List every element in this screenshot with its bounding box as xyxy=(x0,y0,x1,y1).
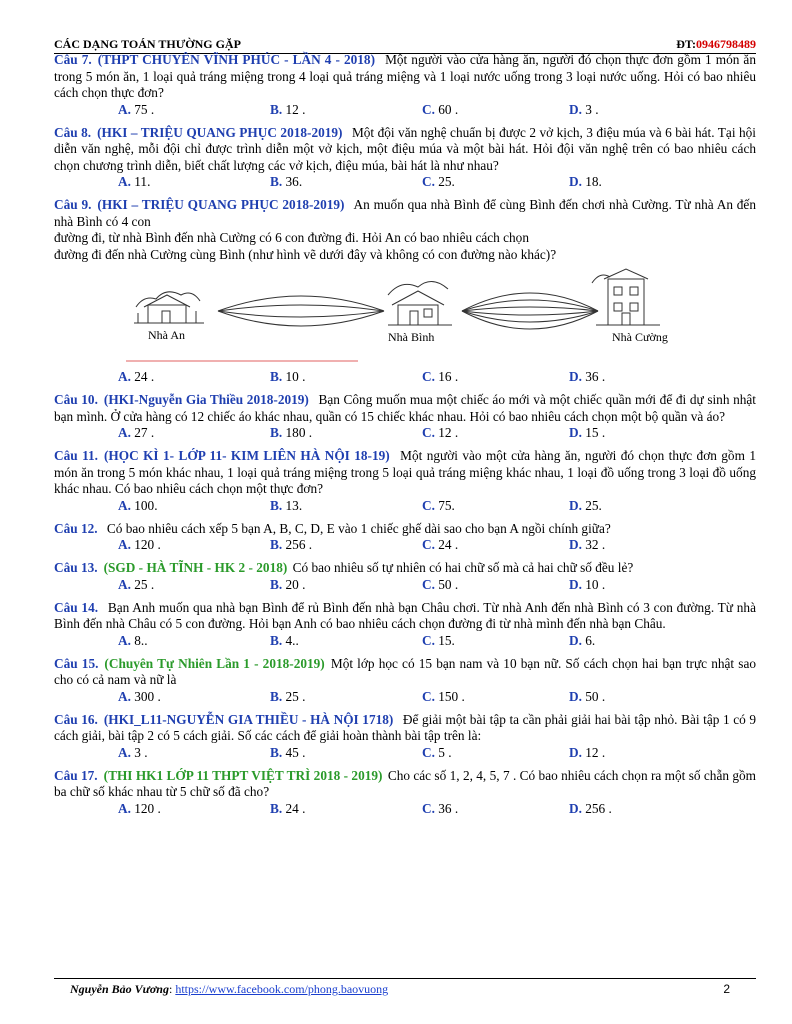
question-16: Câu 16. (HKI_L11-NGUYỄN GIA THIỀU - HÀ NỘI 1718) Để giải một bài tập ta cần phải giải hai bài tập nhỏ. Bài tập 1 có 9 cách giải, bài tập 2 có 5 cách giải. Số các cách để giải hoàn thành bài tập trên là: A. 3 . B. 45 . C. 5 . D. 12 . xyxy=(54,711,756,760)
option-a[interactable]: A. 8.. xyxy=(118,632,148,648)
option-c[interactable]: C. 15. xyxy=(422,632,455,648)
option-d[interactable]: D. 50 . xyxy=(569,688,606,704)
roads-binh-cuong xyxy=(462,293,598,329)
option-b[interactable]: B. 4.. xyxy=(270,632,299,648)
option-d[interactable]: D. 18. xyxy=(569,174,602,189)
page-header xyxy=(54,33,756,54)
option-c[interactable]: C. 16 . xyxy=(422,369,459,384)
question-12: Câu 12. Có bao nhiêu cách xếp 5 bạn A, B, C, D, E vào 1 chiếc ghế dài sao cho bạn A ngồi chính giữa? A. 120 . B. 256 . C. 24 . D. 32 . xyxy=(54,521,756,555)
answer-options xyxy=(54,537,756,554)
question-14: Câu 14. Bạn Anh muốn qua nhà bạn Bình để rủ Bình đến nhà bạn Châu chơi. Từ nhà Anh đến nhà Bình có 3 con đường. Từ nhà Bình đến nhà Châu có 5 con đường. Hỏi bạn Anh có bao nhiêu cách chọn đường đi từ nhà mình đến nhà bạn Châu. A. 8.. B. 4.. C. 15. D. 6. xyxy=(54,599,756,648)
option-a[interactable]: A. 24 . xyxy=(118,369,155,384)
phone-number: 0946798489 xyxy=(696,37,756,51)
option-d[interactable]: D. 25. xyxy=(569,497,602,513)
option-c[interactable]: C. 5 . xyxy=(422,744,452,760)
roads-an-binh xyxy=(218,296,384,326)
option-a[interactable]: A. 300 . xyxy=(118,688,161,704)
option-c[interactable]: C. 150 . xyxy=(422,688,465,704)
question-7: Câu 7. (THPT CHUYÊN VĨNH PHÚC - LẦN 4 - 2018) Một người vào cửa hàng ăn, người đó chọn thực đơn gồm 1 món ăn trong 5 món ăn, 1 loại quả tráng miệng trong 4 loại quả tráng miệng và 1 loại nước uống trong 3 loại nước uống. Hỏi có bao nhiêu cách chọn thực đơn? A. 75 . B. 12 . C. 60 . D. 3 . xyxy=(54,52,756,117)
option-a[interactable]: A. 11. xyxy=(118,174,151,189)
option-b[interactable]: B. 25 . xyxy=(270,688,306,704)
option-b[interactable]: B. 20 . xyxy=(270,576,306,592)
answer-options xyxy=(54,689,756,706)
question-source: (THI HK1 LỚP 11 THPT VIỆT TRÌ 2018 - 2019) xyxy=(103,767,383,783)
option-a[interactable]: A. 3 . xyxy=(118,744,148,760)
option-b[interactable]: B. 36. xyxy=(270,174,303,189)
option-a[interactable]: A. 75 . xyxy=(118,101,155,117)
option-b[interactable]: B. 10 . xyxy=(270,369,306,384)
option-c[interactable]: C. 12 . xyxy=(422,425,459,440)
option-a[interactable]: A. 100. xyxy=(118,497,158,513)
question-source: (Chuyên Tự Nhiên Lần 1 - 2018-2019) xyxy=(104,655,325,671)
answer-options xyxy=(54,745,756,762)
option-c[interactable]: C. 75. xyxy=(422,497,455,513)
option-c[interactable]: C. 36 . xyxy=(422,800,459,816)
question-source: (HKI – TRIỆU QUANG PHỤC 2018-2019) xyxy=(97,197,345,212)
road-diagram xyxy=(54,265,756,365)
answer-options xyxy=(54,498,756,515)
option-a[interactable]: A. 120 . xyxy=(118,537,161,552)
question-10: Câu 10. (HKI-Nguyễn Gia Thiều 2018-2019) Bạn Công muốn mua một chiếc áo mới và một chiếc quần mới để đi dự sinh nhật bạn mình. Ở cửa hàng có 12 chiếc áo khác nhau, quần có 15 chiếc khác nhau. Hỏi có bao nhiêu cách chọn một bộ quần và áo? A. 27 . B. 180 . C. 12 . D. 15 . xyxy=(54,392,757,440)
answer-options xyxy=(54,174,756,191)
question-17: Câu 17. (THI HK1 LỚP 11 THPT VIỆT TRÌ 2018 - 2019) Cho các số 1, 2, 4, 5, 7 . Có bao nhiêu cách chọn ra một số chẵn gồm ba chữ số khác nhau từ 5 chữ số đã cho? A. 120 . B. 24 . C. 36 . D. 256 . xyxy=(54,767,756,816)
option-d[interactable]: D. 32 . xyxy=(569,537,606,552)
answer-options xyxy=(54,425,756,442)
option-a[interactable]: A. 27 . xyxy=(118,425,155,440)
page-number: 2 xyxy=(723,982,730,996)
facebook-link[interactable]: https://www.facebook.com/phong.baovuong xyxy=(175,982,389,996)
answer-options xyxy=(54,577,756,594)
answer-options xyxy=(54,801,756,818)
option-a[interactable]: A. 25 . xyxy=(118,576,155,592)
answer-options xyxy=(54,633,756,650)
option-d[interactable]: D. 10 . xyxy=(569,576,606,592)
house-an-icon xyxy=(134,292,204,323)
option-d[interactable]: D. 256 . xyxy=(569,800,612,816)
option-b[interactable]: B. 13. xyxy=(270,497,303,513)
question-source: (THPT CHUYÊN VĨNH PHÚC - LẦN 4 - 2018) xyxy=(97,52,375,67)
answer-options xyxy=(54,102,756,119)
option-b[interactable]: B. 45 . xyxy=(270,744,306,760)
question-11: Câu 11. (HỌC KÌ 1- LỚP 11- KIM LIÊN HÀ NỘI 18-19) Một người vào một cửa hàng ăn, người đó chọn thực đơn gồm 1 món ăn trong 5 món khác nhau, 1 loại quả tráng miệng trong 5 loại quả tráng miệng khác nhau, 1 loại đồ uống trong 3 loại đồ uống khác nhau. Có bao nhiêu cách chọn một thực đơn? A. 100. B. 13. C. 75. D. 25. xyxy=(54,448,756,513)
question-8: Câu 8. (HKI – TRIỆU QUANG PHỤC 2018-2019) Một đội văn nghệ chuẩn bị được 2 vở kịch, 3 điệu múa và 6 bài hát. Tại hội diễn văn nghệ, mỗi đội chỉ được trình diễn một vở kịch, một điệu múa và một bài hát. Hỏi đội văn nghệ trên có bao nhiêu cách chọn chương trình diễn, biết chất lượng các vở kịch, điệu múa, bài hát là như nhau? A. 11. B. 36. C. 25. D. 18. xyxy=(54,124,756,189)
label-nha-an: Nhà An xyxy=(148,328,185,342)
author-name: Nguyễn Bảo Vương xyxy=(70,982,169,996)
option-c[interactable]: C. 24 . xyxy=(422,537,459,552)
option-d[interactable]: D. 3 . xyxy=(569,101,599,117)
question-source: (HKI_L11-NGUYỄN GIA THIỀU - HÀ NỘI 1718) xyxy=(103,711,394,727)
question-9: Câu 9. (HKI – TRIỆU QUANG PHỤC 2018-2019) An muốn qua nhà Bình để cùng Bình đến chơi nhà Cường. Từ nhà An đến nhà Bình có 4 con đường đi, từ nhà Bình đến nhà Cường có 6 con đường đi. Hỏi An có bao nhiêu cách chọn đường đi đến nhà Cường cùng Bình (như hình vẽ dưới đây và không có con đường nào khác)? Nhà An Nhà Bình Nhà Cường A. 24 . B. 10 . C. 16 . D. 36 . xyxy=(54,197,756,384)
option-b[interactable]: B. 24 . xyxy=(270,800,306,816)
option-c[interactable]: C. 50 . xyxy=(422,576,459,592)
option-b[interactable]: B. 256 . xyxy=(270,537,313,552)
question-source: (HKI-Nguyễn Gia Thiều 2018-2019) xyxy=(103,392,309,407)
answer-options xyxy=(54,369,756,386)
question-list xyxy=(54,52,756,824)
label-nha-cuong: Nhà Cường xyxy=(612,330,668,344)
option-c[interactable]: C. 60 . xyxy=(422,101,459,117)
option-a[interactable]: A. 120 . xyxy=(118,800,161,816)
option-b[interactable]: B. 12 . xyxy=(270,101,306,117)
option-d[interactable]: D. 36 . xyxy=(569,369,606,384)
option-b[interactable]: B. 180 . xyxy=(270,425,313,440)
header-title: CÁC DẠNG TOÁN THƯỜNG GẶP xyxy=(54,37,241,51)
road-diagram-svg xyxy=(126,265,686,365)
question-source: (HỌC KÌ 1- LỚP 11- KIM LIÊN HÀ NỘI 18-19) xyxy=(103,448,390,463)
option-d[interactable]: D. 15 . xyxy=(569,425,606,440)
question-15: Câu 15. (Chuyên Tự Nhiên Lần 1 - 2018-2019) Một lớp học có 15 bạn nam và 10 bạn nữ. Số cách chọn hai bạn trực nhật sao cho có cả nam và nữ là A. 300 . B. 25 . C. 150 . D. 50 . xyxy=(54,655,756,704)
question-source: (HKI – TRIỆU QUANG PHỤC 2018-2019) xyxy=(97,124,343,140)
option-d[interactable]: D. 6. xyxy=(569,632,596,648)
house-cuong-icon xyxy=(592,269,660,325)
house-binh-icon xyxy=(388,281,452,325)
header-phone: ĐT:0946798489 xyxy=(676,37,756,51)
question-source: (SGD - HÀ TĨNH - HK 2 - 2018) xyxy=(103,560,288,575)
option-c[interactable]: C. 25. xyxy=(422,174,455,189)
question-13: Câu 13. (SGD - HÀ TĨNH - HK 2 - 2018) Có bao nhiêu số tự nhiên có hai chữ số mà cả hai chữ số đều lẻ? A. 25 . B. 20 . C. 50 . D. 10 . xyxy=(54,560,756,594)
label-nha-binh: Nhà Bình xyxy=(388,330,435,344)
option-d[interactable]: D. 12 . xyxy=(569,744,606,760)
page-footer: Nguyễn Bảo Vương: https://www.facebook.com/phong.baovuong 2 xyxy=(54,978,756,997)
